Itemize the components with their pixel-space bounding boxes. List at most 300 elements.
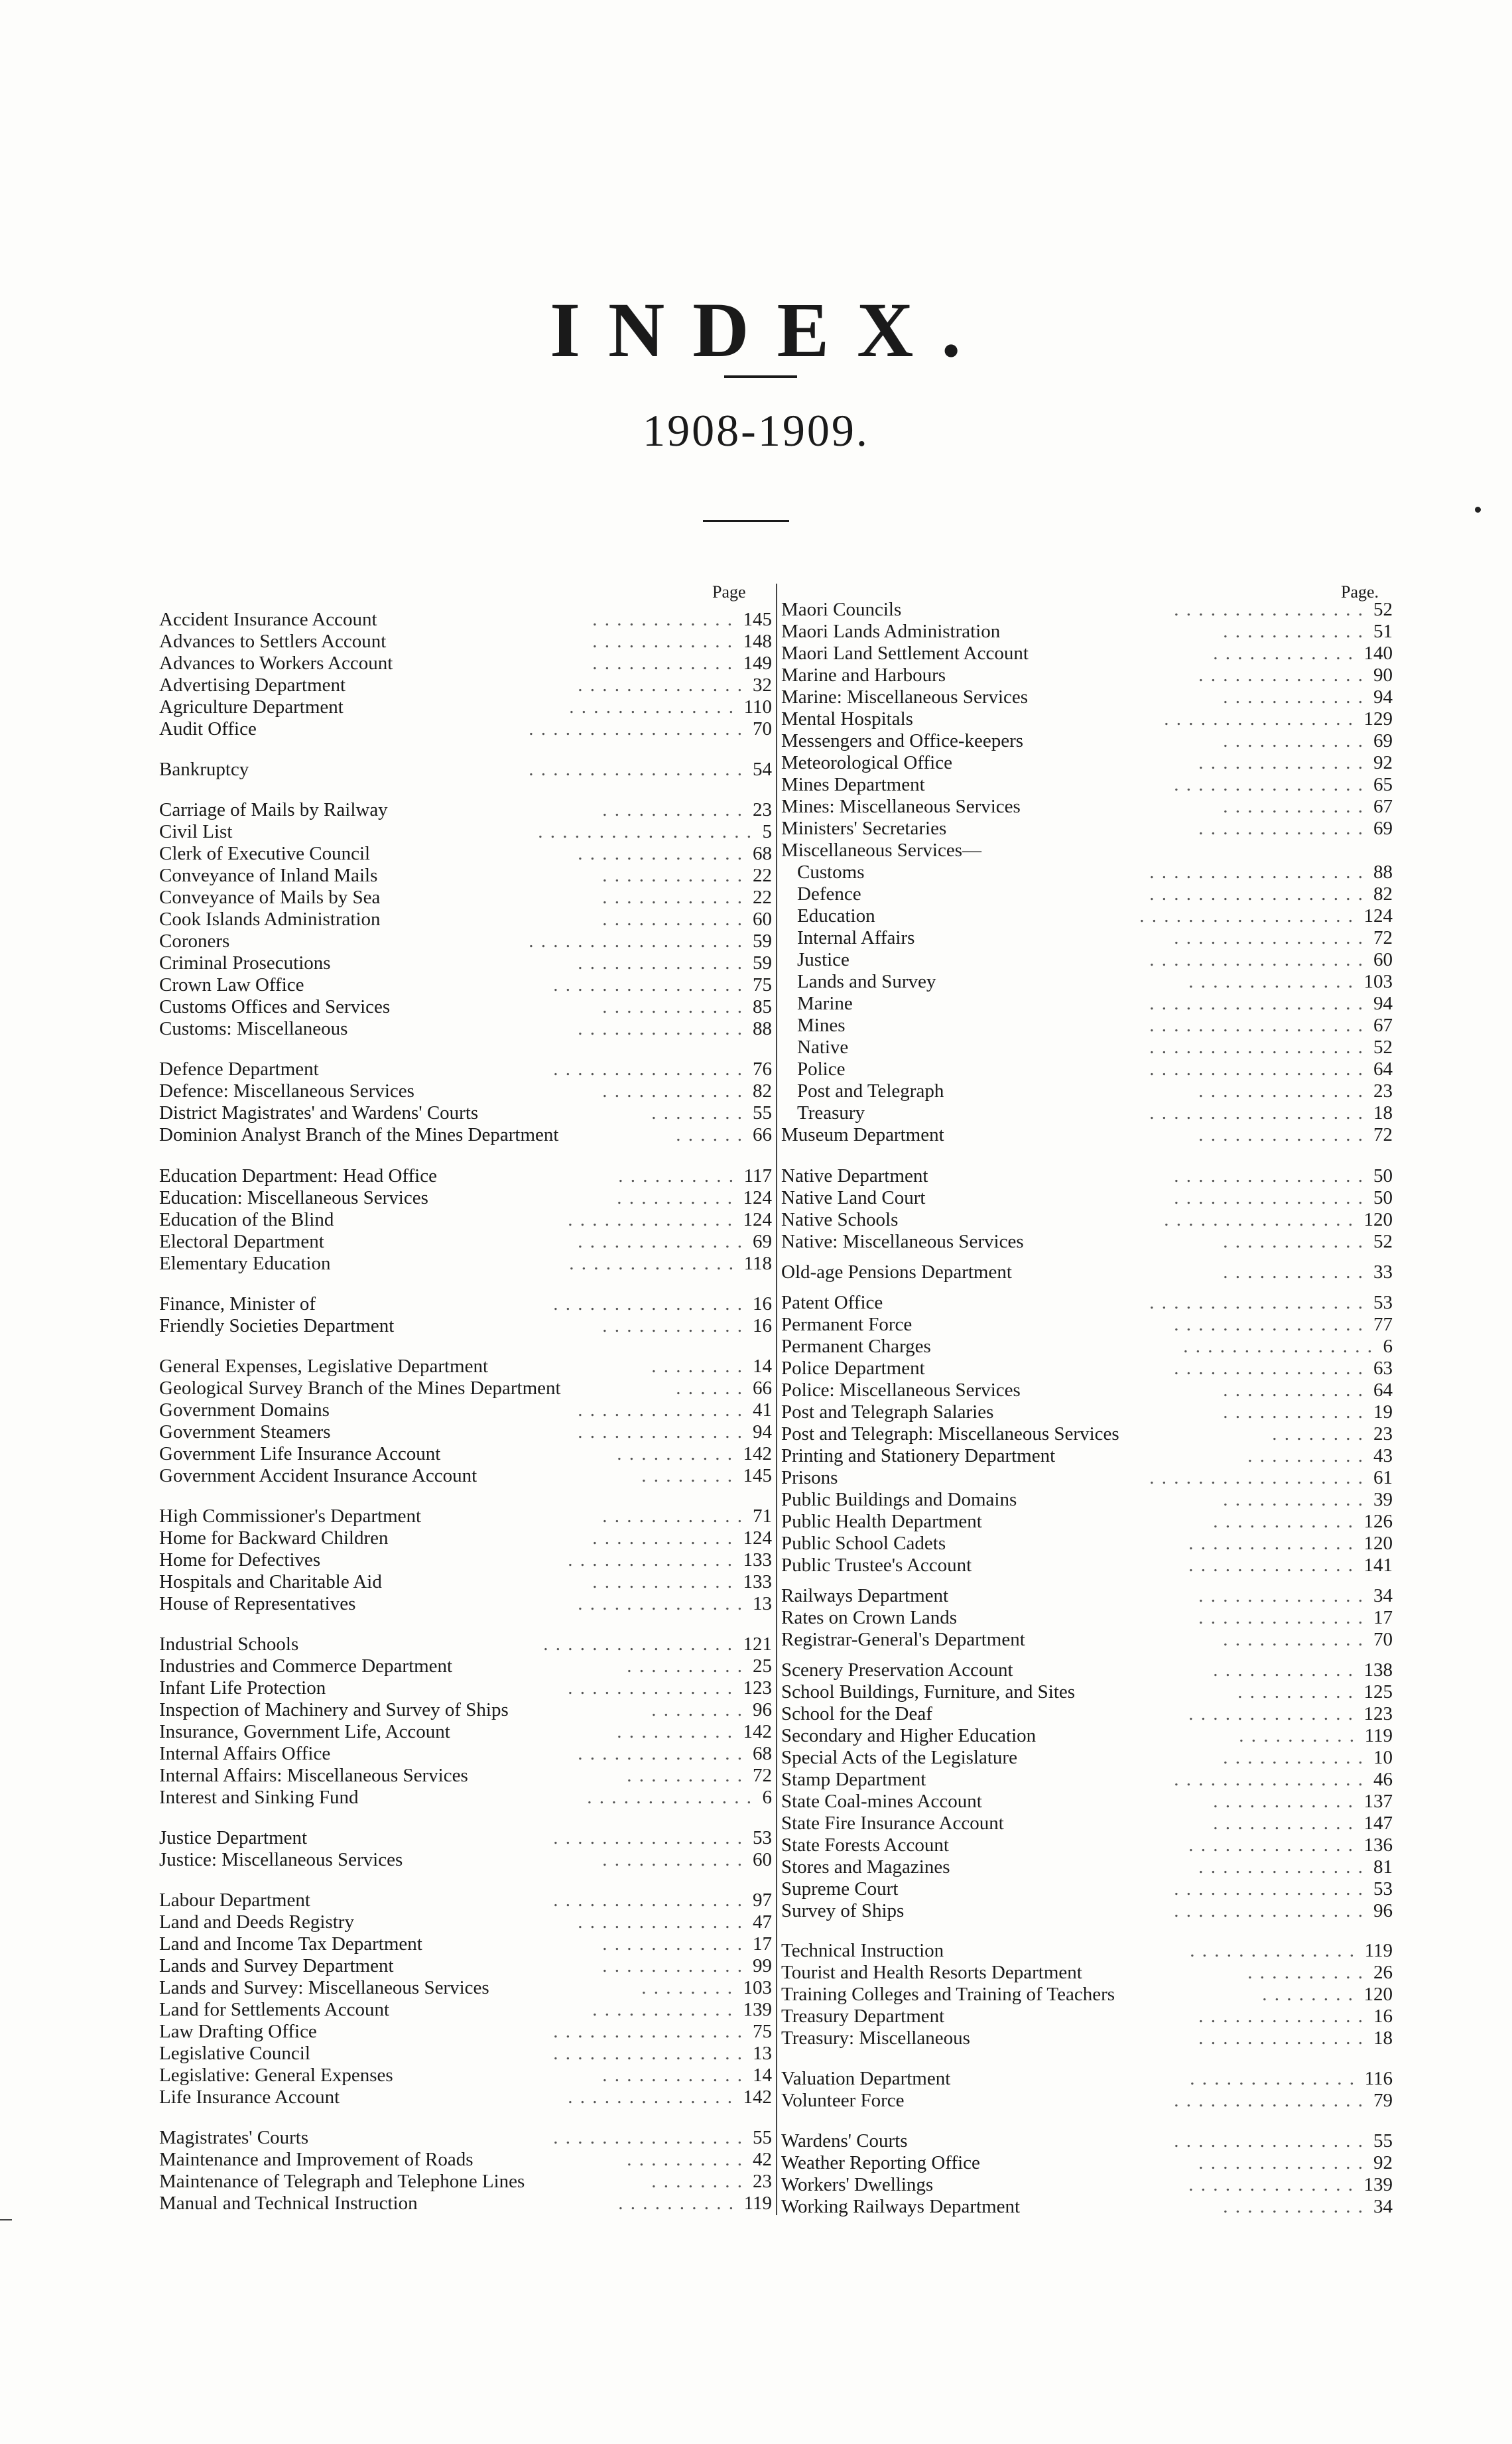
entry-label: Public Trustee's Account	[781, 1555, 972, 1576]
entry-label: Life Insurance Account	[159, 2087, 340, 2108]
index-entry	[781, 1467, 1393, 1489]
index-entry	[781, 1401, 1393, 1423]
index-entry	[781, 1261, 1393, 1283]
entry-label: Lands and Survey: Miscellaneous Services	[159, 1977, 489, 1998]
entry-label: Mines	[797, 1015, 846, 1036]
leader-dots: . . . . . . . . . . . . . . . .	[553, 2127, 743, 2148]
entry-label: State Coal-mines Account	[781, 1791, 982, 1812]
entry-label: Interest and Sinking Fund	[159, 1787, 359, 1808]
entry-page-number: 123	[743, 1677, 772, 1699]
leader-dots: . . . . . . . . . . . . . .	[1188, 1555, 1354, 1576]
leader-dots: . . . . . . . . . . . . . . . . . .	[1149, 1015, 1364, 1036]
left-page-header: Page	[712, 582, 746, 602]
leader-dots: . . . . . . . . . . . . . . . .	[553, 1293, 743, 1315]
index-entry	[159, 1890, 772, 1911]
entry-label: Cook Islands Administration	[159, 909, 381, 930]
leader-dots: . . . . . . . . . . . .	[592, 1999, 733, 2020]
index-entry	[781, 1791, 1393, 1813]
entry-page-number: 133	[743, 1549, 772, 1571]
entry-page-number: 66	[753, 1378, 772, 1399]
leader-dots: . . . . . . . . . . . . . . . . . .	[1149, 1102, 1364, 1124]
entry-page-number: 119	[1364, 1725, 1393, 1746]
leader-dots: . . . . . . . . . . . . . .	[578, 843, 743, 864]
index-entry	[781, 1292, 1393, 1314]
index-entry	[159, 1699, 772, 1721]
entry-page-number: 55	[753, 1102, 772, 1124]
entry-label: Valuation Department	[781, 2068, 951, 2089]
entry-label: Home for Defectives	[159, 1549, 321, 1571]
leader-dots: . . . . . . . . . . . .	[1223, 1401, 1364, 1423]
entry-page-number: 88	[753, 1018, 772, 1039]
entry-label: Finance, Minister of	[159, 1293, 316, 1315]
entry-label: Native Schools	[781, 1209, 899, 1230]
index-entry	[159, 1721, 772, 1743]
leader-dots: . . . . . . . . . .	[618, 1165, 735, 1187]
entry-label: Post and Telegraph Salaries	[781, 1401, 994, 1423]
index-entry	[781, 1984, 1393, 2006]
index-entry	[781, 1059, 1393, 1080]
entry-label: Printing and Stationery Department	[781, 1445, 1056, 1466]
entry-page-number: 117	[743, 1165, 772, 1187]
entry-label: Land for Settlements Account	[159, 1999, 390, 2020]
index-entry	[159, 653, 772, 675]
leader-dots: . . . . . . . . . . . .	[1223, 1747, 1364, 1768]
entry-label: Old-age Pensions Department	[781, 1261, 1012, 1283]
entry-page-number: 99	[753, 1955, 772, 1976]
index-entry	[781, 993, 1393, 1015]
index-entry	[781, 796, 1393, 818]
index-entry	[781, 1681, 1393, 1703]
index-entry	[781, 1165, 1393, 1187]
index-entry	[781, 2130, 1393, 2152]
index-entry	[781, 2027, 1393, 2049]
entry-label: Justice	[797, 949, 850, 970]
entry-label: Weather Reporting Office	[781, 2152, 980, 2173]
entry-label: Industrial Schools	[159, 1634, 299, 1655]
entry-page-number: 42	[753, 2149, 772, 2170]
index-entry	[159, 1421, 772, 1443]
entry-label: Clerk of Executive Council	[159, 843, 371, 864]
entry-label: Registrar-General's Department	[781, 1629, 1025, 1650]
entry-page-number: 25	[753, 1655, 772, 1677]
entry-page-number: 82	[1373, 883, 1393, 905]
index-entry	[159, 974, 772, 996]
index-entry	[159, 1549, 772, 1571]
leader-dots: . . . . . . . . . . . . . . . .	[1174, 1358, 1364, 1379]
leader-dots: . . . . . . . . . . . . . . . .	[1164, 1209, 1354, 1230]
entry-label: Defence Department	[159, 1059, 319, 1080]
entry-label: Industries and Commerce Department	[159, 1655, 453, 1677]
index-entry	[159, 1231, 772, 1253]
entry-label: Special Acts of the Legislature	[781, 1747, 1017, 1768]
index-entry	[781, 1080, 1393, 1102]
leader-dots: . . . . . . . . . . . .	[602, 1955, 743, 1976]
entry-label: Treasury	[797, 1102, 865, 1124]
leader-dots: . . . . . . . . . . . . . . . .	[1174, 774, 1364, 795]
entry-page-number: 119	[1364, 1940, 1393, 1961]
entry-label: Education Department: Head Office	[159, 1165, 437, 1187]
leader-dots: . . . . . . . . . . . . . . . . . .	[1149, 1059, 1364, 1080]
year-range: 1908-1909.	[643, 405, 869, 456]
entry-page-number: 118	[743, 1253, 772, 1274]
entry-label: School Buildings, Furniture, and Sites	[781, 1681, 1076, 1703]
entry-page-number: 50	[1373, 1187, 1393, 1208]
entry-label: Rates on Crown Lands	[781, 1607, 957, 1628]
entry-page-number: 52	[1373, 1231, 1393, 1252]
entry-page-number: 90	[1373, 665, 1393, 686]
entry-label: Stamp Department	[781, 1769, 926, 1790]
entry-page-number: 50	[1373, 1165, 1393, 1187]
entry-page-number: 142	[743, 1443, 772, 1464]
entry-label: Advertising Department	[159, 675, 346, 696]
index-entry	[159, 1765, 772, 1787]
entry-label: Customs: Miscellaneous	[159, 1018, 348, 1039]
index-entry	[781, 927, 1393, 949]
leader-dots: . . . . . . . . . .	[617, 1443, 733, 1464]
index-entry	[781, 1533, 1393, 1555]
index-entry	[781, 1703, 1393, 1725]
entry-page-number: 39	[1373, 1489, 1393, 1510]
leader-dots: . . . . . . . . . . . . . .	[1198, 1856, 1364, 1878]
entry-label: Education	[797, 905, 875, 927]
index-entry	[781, 1747, 1393, 1769]
page-title: INDEX.	[550, 287, 989, 373]
index-entry	[781, 1659, 1393, 1681]
entry-page-number: 136	[1363, 1834, 1393, 1856]
entry-label: Native	[797, 1037, 849, 1058]
leader-dots: . . . . . . . . . . . .	[1223, 1380, 1364, 1401]
index-entry	[781, 643, 1393, 665]
index-entry	[159, 1827, 772, 1849]
index-entry	[781, 1856, 1393, 1878]
leader-dots: . . . . . . . . . . . . . .	[1188, 2174, 1354, 2195]
entry-page-number: 51	[1373, 621, 1393, 642]
index-entry	[781, 1209, 1393, 1231]
index-entry	[159, 1293, 772, 1315]
entry-label: Magistrates' Courts	[159, 2127, 309, 2148]
index-entry	[781, 1555, 1393, 1576]
leader-dots: . . . . . . . . . . . .	[602, 996, 743, 1017]
index-entry	[781, 665, 1393, 686]
entry-label: Infant Life Protection	[159, 1677, 326, 1699]
entry-page-number: 139	[1363, 2174, 1393, 2195]
entry-page-number: 94	[1373, 993, 1393, 1014]
entry-page-number: 55	[1373, 2130, 1393, 2152]
leader-dots: . . . . . . . . . . . .	[1223, 1629, 1364, 1650]
entry-label: Electoral Department	[159, 1231, 324, 1252]
index-entry	[159, 1977, 772, 1999]
leader-dots: . . . . . . . . . . . . . .	[1198, 665, 1364, 686]
entry-label: Native Land Court	[781, 1187, 926, 1208]
leader-dots: . . . . . . . . . . . . . . . .	[1174, 1878, 1364, 1899]
entry-label: Education of the Blind	[159, 1209, 334, 1230]
entry-label: Secondary and Higher Education	[781, 1725, 1037, 1746]
leader-dots: . . . . . . . . . . . . . .	[1188, 1834, 1354, 1856]
index-entry	[781, 1607, 1393, 1629]
entry-page-number: 124	[743, 1187, 772, 1208]
entry-page-number: 68	[753, 1743, 772, 1764]
leader-dots: . . . . . . . . . . . . . .	[578, 1399, 743, 1421]
leader-dots: . . . . . . . .	[1262, 1984, 1354, 2005]
entry-page-number: 75	[753, 974, 772, 996]
leader-dots: . . . . . . . . . . . . . . . .	[553, 1827, 743, 1848]
index-entry	[781, 1940, 1393, 1962]
entry-page-number: 53	[1373, 1878, 1393, 1899]
leader-dots: . . . . . . . .	[651, 2171, 743, 2192]
leader-dots: . . . . . . . . . . . . . . . . . .	[1149, 883, 1364, 905]
entry-label: Native: Miscellaneous Services	[781, 1231, 1024, 1252]
index-entry	[781, 1769, 1393, 1791]
index-entry	[159, 1080, 772, 1102]
entry-page-number: 52	[1373, 1037, 1393, 1058]
entry-label: Messengers and Office-keepers	[781, 730, 1024, 751]
leader-dots: . . . . . . . . . . . .	[1223, 796, 1364, 817]
index-entry	[159, 1315, 772, 1337]
entry-page-number: 124	[1363, 905, 1393, 927]
leader-dots: . . . . . . . . . . . . . . . . . .	[1149, 1467, 1364, 1488]
leader-dots: . . . . . . . . . . . . . .	[578, 675, 743, 696]
leader-dots: . . . . . . . . . . . . . .	[1190, 1940, 1355, 1961]
entry-label: Marine: Miscellaneous Services	[781, 686, 1029, 708]
entry-page-number: 14	[753, 2065, 772, 2086]
entry-label: Agriculture Department	[159, 696, 344, 718]
index-entry	[159, 1378, 772, 1399]
entry-label: Labour Department	[159, 1890, 310, 1911]
index-entry	[159, 1253, 772, 1275]
entry-label: District Magistrates' and Wardens' Courts	[159, 1102, 479, 1124]
entry-label: General Expenses, Legislative Department	[159, 1356, 489, 1377]
leader-dots: . . . . . . . . . . . . . .	[578, 1421, 743, 1443]
entry-page-number: 54	[753, 759, 772, 780]
entry-page-number: 103	[1363, 971, 1393, 992]
entry-label: Police	[797, 1059, 846, 1080]
entry-label: Mines: Miscellaneous Services	[781, 796, 1021, 817]
index-entry	[159, 2193, 772, 2215]
leader-dots: . . . . . . . . . . . .	[602, 1933, 743, 1955]
leader-dots: . . . . . . . . . . . .	[1223, 2196, 1364, 2217]
leader-dots: . . . . . . . . . . . . . . . .	[1174, 1769, 1364, 1790]
entry-page-number: 59	[753, 931, 772, 952]
leader-dots: . . . . . . . . . . . . . . . . . .	[1149, 862, 1364, 883]
leader-dots: . . . . . . . . . . . . . . . .	[1174, 1187, 1364, 1208]
leader-dots: . . . . . . . . . . . . . .	[568, 1677, 733, 1699]
leader-dots: . . . . . . . . . . . . . .	[1188, 1703, 1354, 1724]
index-entry	[781, 818, 1393, 840]
index-entry	[159, 865, 772, 887]
index-entry	[781, 905, 1393, 927]
leader-dots: . . . . . . . . . . . . . .	[1198, 1585, 1364, 1606]
index-entry	[159, 2043, 772, 2065]
leader-dots: . . . . . . . . . . . .	[592, 609, 733, 630]
entry-page-number: 142	[743, 2087, 772, 2108]
entry-label: Conveyance of Inland Mails	[159, 865, 378, 886]
leader-dots: . . . . . . . . . . . .	[602, 865, 743, 886]
entry-page-number: 133	[743, 1571, 772, 1592]
leader-dots: . . . . . . . .	[1272, 1423, 1364, 1445]
index-entry	[159, 1165, 772, 1187]
entry-label: Justice Department	[159, 1827, 308, 1848]
entry-page-number: 10	[1373, 1747, 1393, 1768]
entry-page-number: 66	[753, 1124, 772, 1145]
leader-dots: . . . . . . . . . . . . . . . .	[553, 2021, 743, 2042]
entry-label: Prisons	[781, 1467, 838, 1488]
entry-label: Audit Office	[159, 718, 257, 740]
leader-dots: . . . . . . . . . . . . . .	[578, 1231, 743, 1252]
entry-page-number: 126	[1363, 1511, 1393, 1532]
leader-dots: . . . . . . . . . . . .	[1213, 1511, 1354, 1532]
index-entry	[159, 1571, 772, 1593]
leader-dots: . . . . . . . . . . . . . .	[578, 1743, 743, 1764]
entry-label: Post and Telegraph: Miscellaneous Services	[781, 1423, 1119, 1445]
leader-dots: . . . . . . . . . . . .	[592, 1571, 733, 1592]
entry-page-number: 76	[753, 1059, 772, 1080]
leader-dots: . . . . . . . . . . . .	[592, 1527, 733, 1549]
index-entry	[159, 931, 772, 952]
leader-dots: . . . . . . . . . . . .	[592, 653, 733, 674]
index-entry	[781, 2196, 1393, 2218]
index-entry	[159, 696, 772, 718]
entry-page-number: 69	[753, 1231, 772, 1252]
entry-label: Volunteer Force	[781, 2090, 905, 2111]
entry-page-number: 18	[1373, 2027, 1393, 2049]
leader-dots: . . . . . . . . . . . . . .	[1188, 1533, 1354, 1554]
leader-dots: . . . . . .	[676, 1378, 743, 1399]
entry-page-number: 60	[753, 909, 772, 930]
entry-label: Government Steamers	[159, 1421, 331, 1443]
entry-page-number: 64	[1373, 1380, 1393, 1401]
entry-page-number: 141	[1363, 1555, 1393, 1576]
leader-dots: . . . . . . . . . . . . . .	[568, 1549, 733, 1571]
index-entry	[159, 759, 772, 781]
entry-page-number: 72	[753, 1765, 772, 1786]
ink-speck	[1475, 507, 1481, 513]
entry-label: Land and Deeds Registry	[159, 1911, 354, 1933]
entry-label: Miscellaneous Services—	[781, 840, 982, 861]
leader-dots: . . . . . . . . . . . . . . . . . .	[538, 821, 753, 842]
entry-label: Native Department	[781, 1165, 928, 1187]
index-entry	[159, 675, 772, 696]
entry-page-number: 16	[753, 1315, 772, 1336]
entry-page-number: 33	[1373, 1261, 1393, 1283]
entry-label: Home for Backward Children	[159, 1527, 389, 1549]
leader-dots: . . . . . . . .	[651, 1699, 743, 1720]
leader-dots: . . . . . . . . . . . . . .	[1198, 2152, 1364, 2173]
leader-dots: . . . . . . . . . . . . . .	[1198, 1080, 1364, 1102]
index-entry	[159, 2065, 772, 2087]
entry-label: Treasury: Miscellaneous	[781, 2027, 970, 2049]
entry-page-number: 129	[1363, 708, 1393, 730]
leader-dots: . . . . . . . . . . . . . . . .	[1174, 1165, 1364, 1187]
leader-dots: . . . . . . . . . . . . . . . .	[543, 1634, 733, 1655]
index-entry	[781, 1358, 1393, 1380]
entry-label: Ministers' Secretaries	[781, 818, 947, 839]
index-entry	[159, 1399, 772, 1421]
entry-label: Law Drafting Office	[159, 2021, 317, 2042]
entry-label: Dominion Analyst Branch of the Mines Department	[159, 1124, 559, 1145]
leader-dots: . . . . . . . . . . . .	[1223, 730, 1364, 751]
entry-label: Patent Office	[781, 1292, 883, 1313]
leader-dots: . . . . . . . . . . . .	[1223, 1261, 1364, 1283]
leader-dots: . . . . . . . . . . . . . . . .	[553, 974, 743, 996]
entry-page-number: 67	[1373, 796, 1393, 817]
entry-label: Carriage of Mails by Railway	[159, 799, 388, 820]
leader-dots: . . . . . . . . . . . .	[1213, 643, 1354, 664]
index-entry	[159, 2087, 772, 2108]
entry-page-number: 32	[753, 675, 772, 696]
leader-dots: . . . . . . . .	[651, 1356, 743, 1377]
entry-page-number: 71	[753, 1506, 772, 1527]
entry-label: Geological Survey Branch of the Mines Department	[159, 1378, 561, 1399]
entry-label: Technical Instruction	[781, 1940, 944, 1961]
entry-page-number: 149	[743, 653, 772, 674]
index-entry	[781, 1423, 1393, 1445]
entry-label: Inspection of Machinery and Survey of Ships	[159, 1699, 509, 1720]
index-entry	[781, 1187, 1393, 1209]
index-entry	[159, 1356, 772, 1378]
index-entry	[781, 1102, 1393, 1124]
entry-page-number: 94	[753, 1421, 772, 1443]
entry-page-number: 13	[753, 1593, 772, 1614]
entry-page-number: 61	[1373, 1467, 1393, 1488]
leader-dots: . . . . . . . . . . . . . . . .	[1174, 599, 1364, 620]
entry-label: Maintenance of Telegraph and Telephone Lines	[159, 2171, 525, 2192]
entry-page-number: 14	[753, 1356, 772, 1377]
entry-label: Customs Offices and Services	[159, 996, 391, 1017]
entry-page-number: 47	[753, 1911, 772, 1933]
entry-page-number: 120	[1363, 1209, 1393, 1230]
entry-page-number: 147	[1363, 1813, 1393, 1834]
entry-label: Post and Telegraph	[797, 1080, 944, 1102]
entry-page-number: 46	[1373, 1769, 1393, 1790]
entry-page-number: 92	[1373, 2152, 1393, 2173]
entry-label: Workers' Dwellings	[781, 2174, 934, 2195]
index-entry	[781, 1834, 1393, 1856]
leader-dots: . . . . . . . . . . . .	[1223, 621, 1364, 642]
entry-page-number: 96	[1373, 1900, 1393, 1921]
entry-label: Police: Miscellaneous Services	[781, 1380, 1021, 1401]
index-entry	[781, 774, 1393, 796]
entry-label: Coroners	[159, 931, 230, 952]
entry-label: Public School Cadets	[781, 1533, 946, 1554]
entry-page-number: 17	[1373, 1607, 1393, 1628]
leader-dots: . . . . . . . . . . . . . .	[578, 1593, 743, 1614]
leader-dots: . . . . . . . . . . . . . .	[1188, 971, 1354, 992]
index-entry	[781, 2174, 1393, 2196]
entry-page-number: 18	[1373, 1102, 1393, 1124]
entry-label: Public Buildings and Domains	[781, 1489, 1017, 1510]
leader-dots: . . . . . . . . . . . . . . . .	[1183, 1336, 1373, 1357]
entry-label: Friendly Societies Department	[159, 1315, 395, 1336]
index-entry	[781, 1336, 1393, 1358]
entry-page-number: 23	[753, 799, 772, 820]
entry-label: Education: Miscellaneous Services	[159, 1187, 428, 1208]
index-entry	[781, 599, 1393, 621]
leader-dots: . . . . . . . . . . . .	[1223, 1231, 1364, 1252]
entry-label: State Fire Insurance Account	[781, 1813, 1004, 1834]
entry-page-number: 34	[1373, 1585, 1393, 1606]
entry-page-number: 120	[1363, 1984, 1393, 2005]
entry-page-number: 69	[1373, 818, 1393, 839]
entry-page-number: 97	[753, 1890, 772, 1911]
index-entry	[159, 2171, 772, 2193]
leader-dots: . . . . . . . . . . . . . .	[569, 1253, 735, 1274]
index-entry	[159, 1849, 772, 1871]
entry-label: Advances to Workers Account	[159, 653, 393, 674]
leader-dots: . . . . . . . . . . . . . .	[1198, 1607, 1364, 1628]
index-entry	[781, 840, 1393, 862]
leader-dots: . . . . . . . . . . . .	[1223, 686, 1364, 708]
entry-label: Public Health Department	[781, 1511, 982, 1532]
